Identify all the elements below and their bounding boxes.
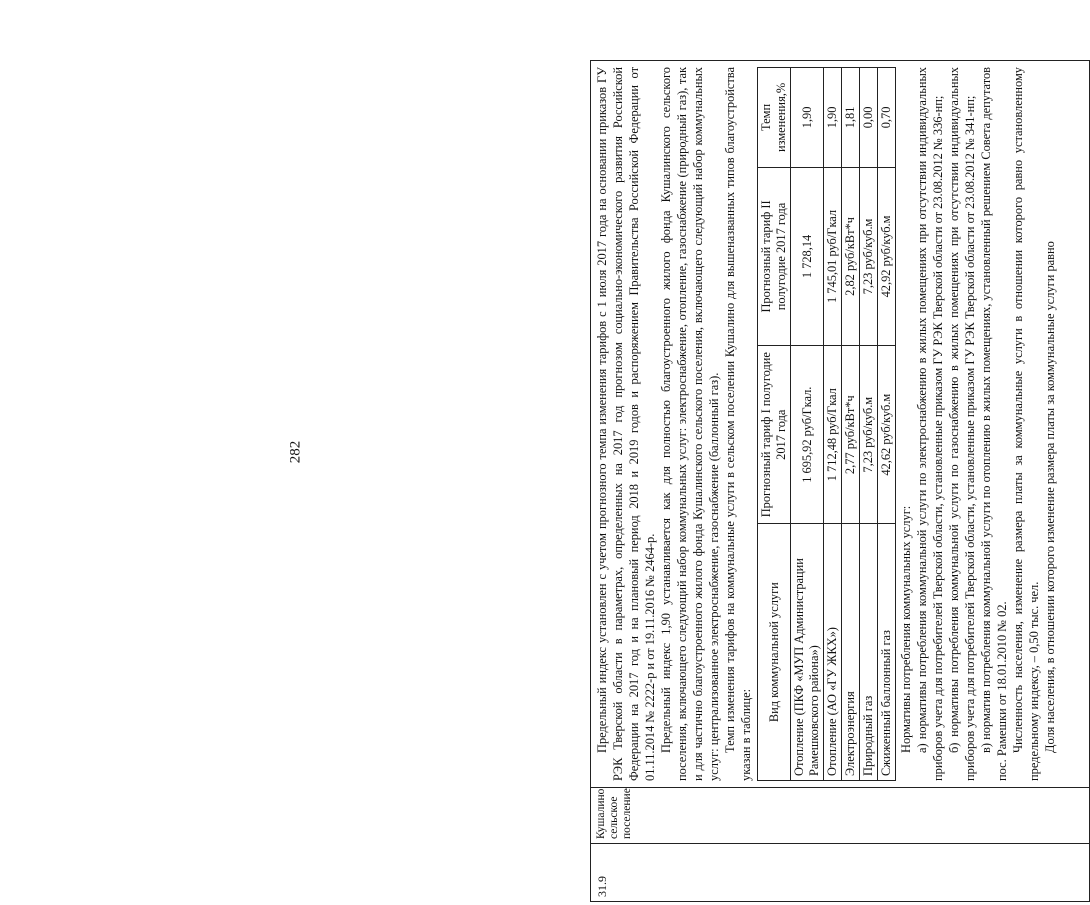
paragraph-top-0: Предельный индекс установлен с учетом прогнозного темпа изменения тарифов с 1 июля 2017 года на основании приказов ГУ РЭК Тверской области в параметрах, определенных на 2017 год прогнозом социально-экономического развития Российской Федерации на 2017 год и на плановый период 2018 и 2019 годов и распоряжением Правительства Российской Федерации от 01.11.2014 № 2222-р и от 19.11.2016 № 2464-р. — [595, 67, 657, 781]
cell-service: Отопление (ПКФ «МУП Администрации Рамешковского района») — [791, 524, 824, 781]
cell-h1: 1 712,48 руб/Гкал — [824, 346, 842, 524]
cell-rate: 0,00 — [860, 68, 878, 168]
cell-h2: 1 728,14 — [791, 167, 824, 345]
tariff-table — [757, 67, 896, 781]
cell-h1: 2,77 руб/кВт*ч — [842, 346, 860, 524]
cell-rate: 1,81 — [842, 68, 860, 168]
cell-h2: 42,92 руб/куб.м — [878, 167, 896, 345]
cell-rate: 1,90 — [791, 68, 824, 168]
cell-service: Электроэнергия — [842, 524, 860, 781]
settlement-name: Кушалино сельское поселение — [591, 787, 1089, 843]
paragraph-top-1: Предельный индекс 1,90 устанавливается как для полностью благоустроенного жилого фонда Кушалинского сельского поселения, включающего следующий набор коммунальных услуг: электроснабжение, отопление, газоснабжение (природный газ), так и для частично благоустроенного жилого фонда Кушалинского сельского поселения, включающего следующий набор коммунальных услуг: централизованное электроснабжение, газоснабжение (баллонный газ). — [659, 67, 721, 781]
header-rate: Темп изменения,% — [758, 68, 791, 168]
cell-service: Сжиженный баллонный газ — [878, 524, 896, 781]
table-row — [842, 68, 860, 781]
cell-h1: 7,23 руб/куб.м — [860, 346, 878, 524]
cell-service: Природный газ — [860, 524, 878, 781]
document-table-row — [590, 60, 1090, 902]
cell-h2: 1 745,01 руб/Гкал — [824, 167, 842, 345]
paragraph-bottom-2: б) нормативы потребления коммунальной услуги по газоснабжению в жилых помещениях при отсутствии индивидуальных приборов учета для потребителей Тверской области, установленные приказом ГУ РЭК Тверской области от 23.08.2012 № 341-нп; — [947, 67, 977, 781]
cell-rate: 1,90 — [824, 68, 842, 168]
header-h2: Прогнозный тариф II полугодие 2017 года — [758, 167, 791, 345]
table-row — [791, 68, 824, 781]
rotated-page-content — [590, 60, 1090, 902]
cell-h2: 7,23 руб/куб.м — [860, 167, 878, 345]
cell-h2: 2,82 руб/кВт*ч — [842, 167, 860, 345]
table-row — [824, 68, 842, 781]
cell-rate: 0,70 — [878, 68, 896, 168]
page-number: 282 — [287, 440, 304, 464]
cell-service: Отопление (АО «ГУ ЖКХ») — [824, 524, 842, 781]
row-body — [591, 61, 1089, 787]
cell-h1: 1 695,92 руб/Гкал. — [791, 346, 824, 524]
paragraph-bottom-1: а) нормативы потребления коммунальной услуги по электроснабжению в жилых помещениях при отсутствии индивидуальных приборов учета для потребителей Тверской области, установленные приказом ГУ РЭК Тверской области от 23.08.2012 № 336-нп; — [915, 67, 945, 781]
paragraph-bottom-4: Численность населения, изменение размера платы за коммунальные услуги в отношении которого равно установленному предельному индексу, – 0,50 тыс. чел. — [1011, 67, 1041, 781]
row-number: 31.9 — [591, 843, 1089, 901]
cell-h1: 42,62 руб/куб.м — [878, 346, 896, 524]
header-h1: Прогнозный тариф I полугодие 2017 года — [758, 346, 791, 524]
tariff-table-header — [758, 68, 791, 781]
table-row — [860, 68, 878, 781]
paragraph-bottom-3: в) норматив потребления коммунальной услуги по отоплению в жилых помещениях, установленный решением Совета депутатов пос. Рамешки от 18.01.2010 № 02. — [979, 67, 1009, 781]
table-row — [878, 68, 896, 781]
paragraph-bottom-0: Нормативы потребления коммунальных услуг: — [899, 505, 913, 753]
paragraph-bottom-5: Доля населения, в отношении которого изменение размера платы за коммунальные услуги равно — [1043, 241, 1057, 753]
paragraph-top-2: Темп изменения тарифов на коммунальные услуги в сельском поселении Кушалино для вышеназванных типов благоустройства указан в таблице: — [723, 67, 753, 781]
header-service: Вид коммунальной услуги — [758, 524, 791, 781]
